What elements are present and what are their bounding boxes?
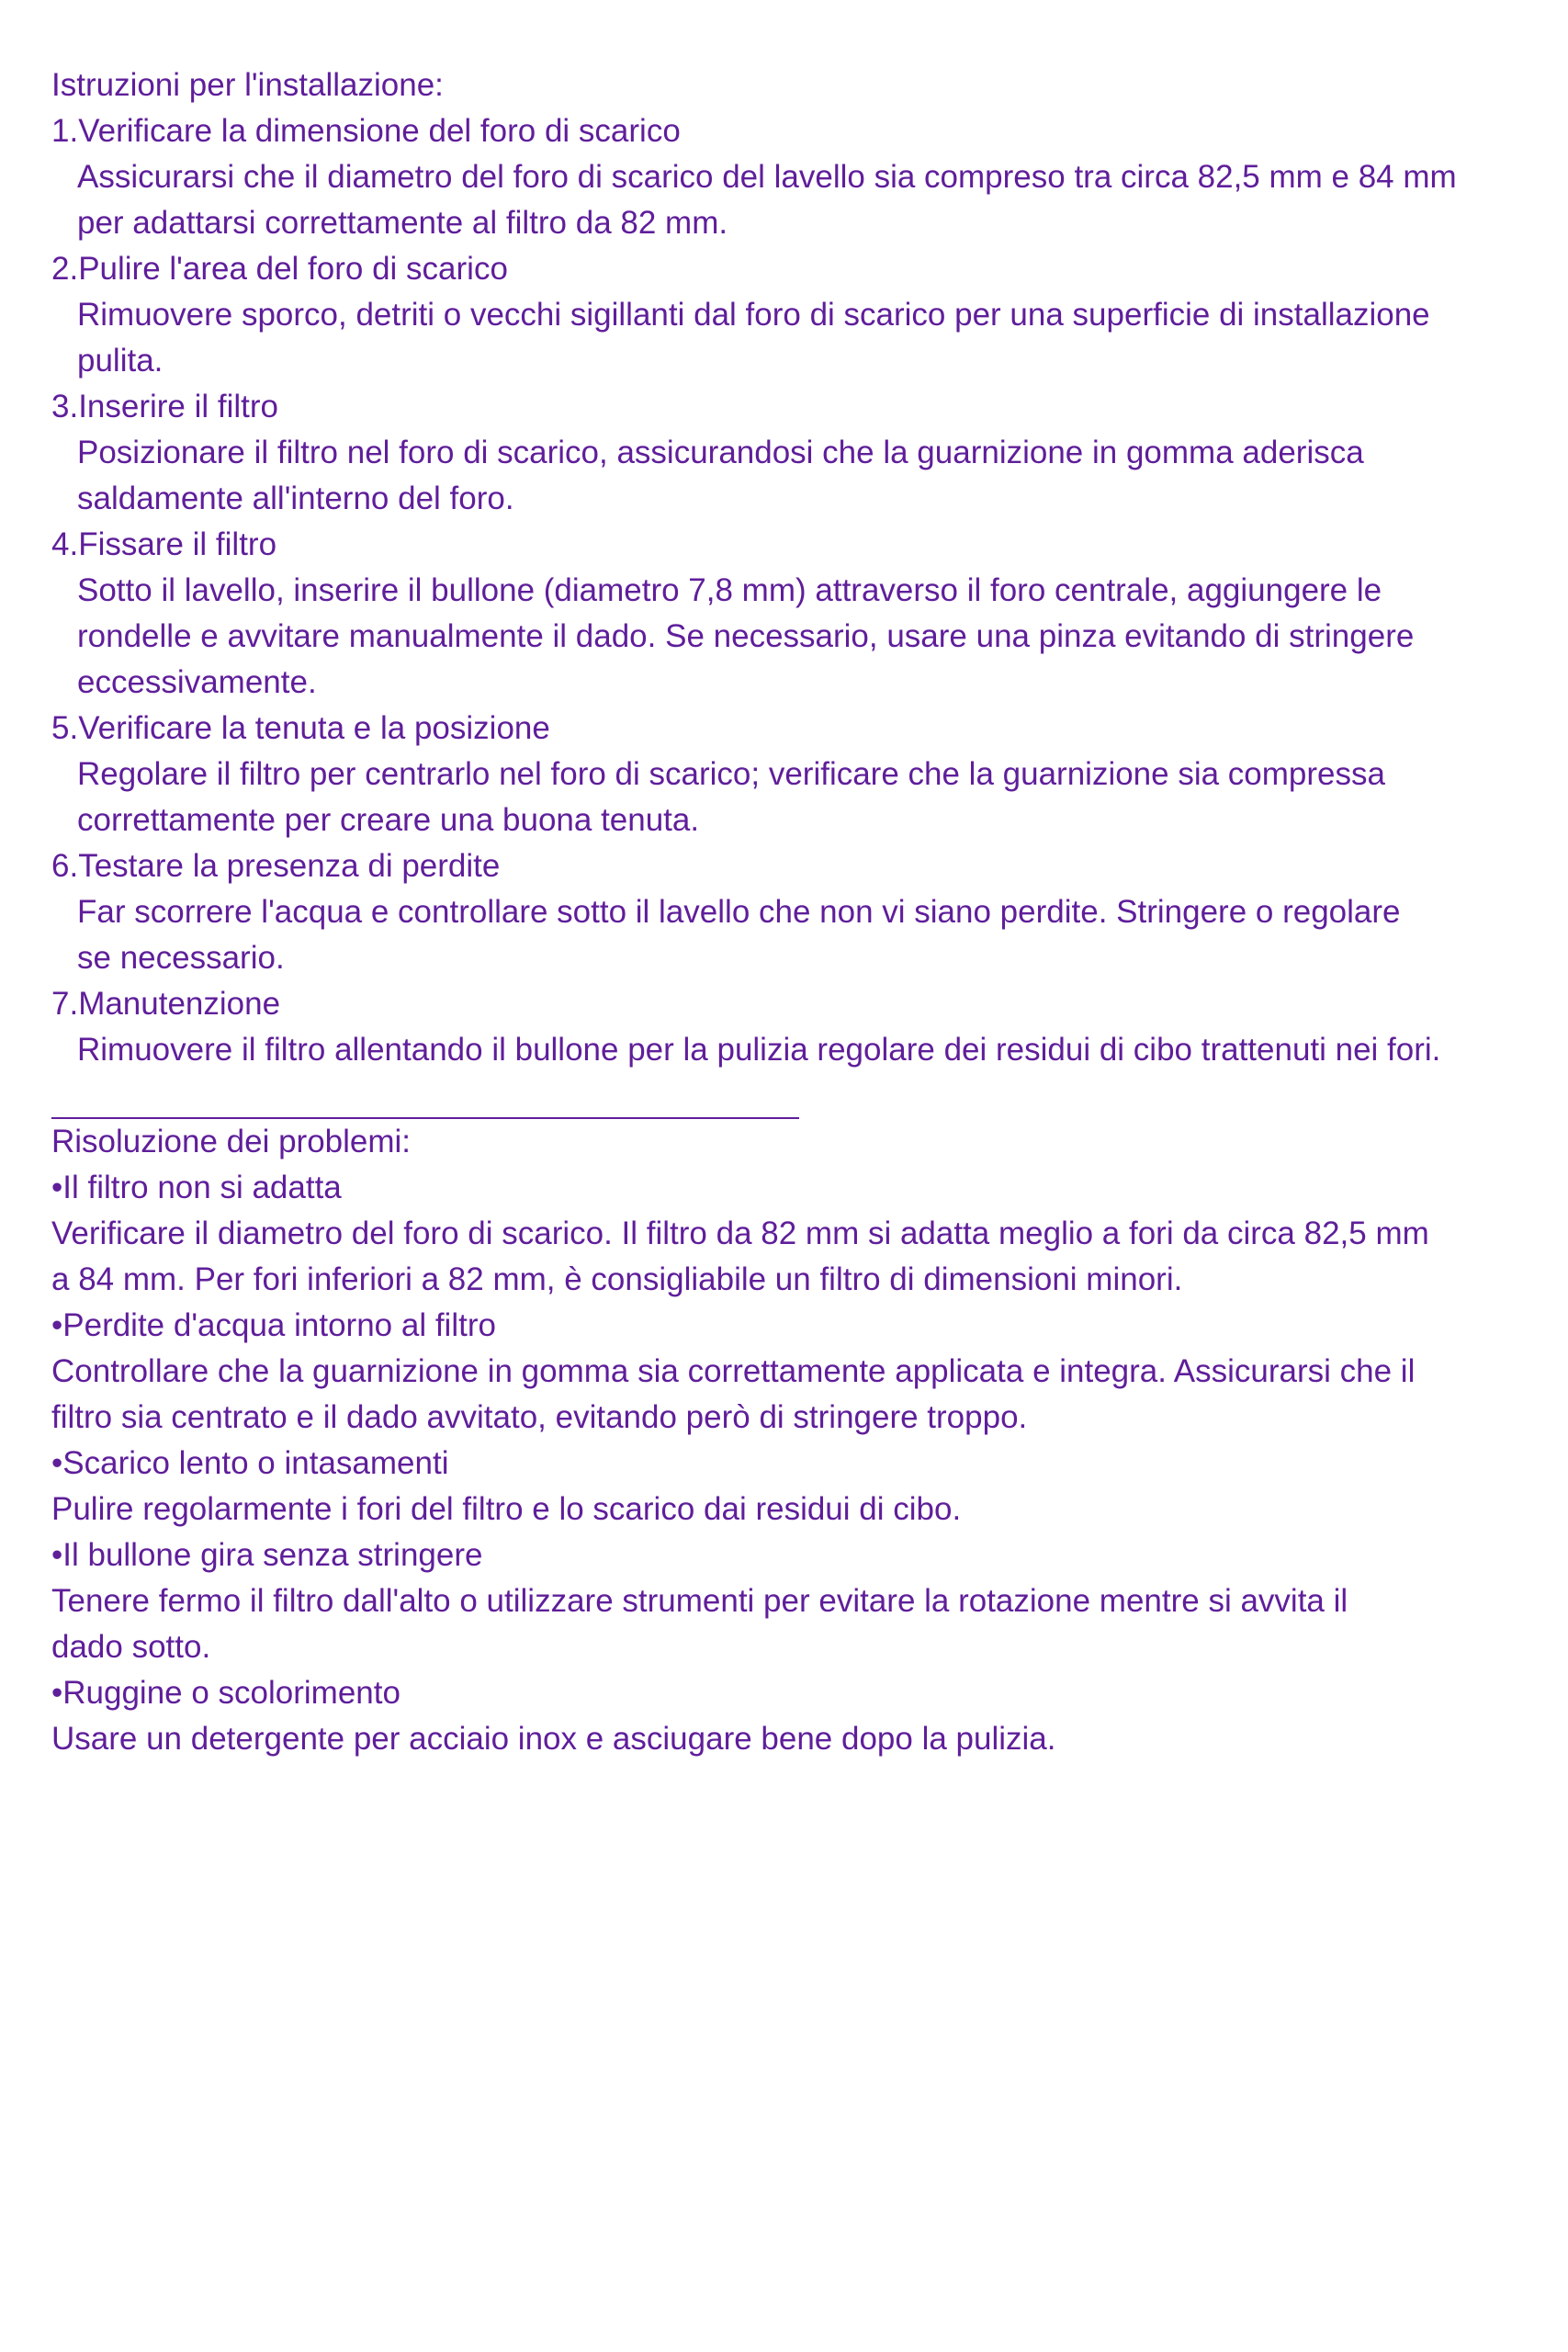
step-text-line: Rimuovere sporco, detriti o vecchi sigillanti dal foro di scarico per una superficie di installazione bbox=[77, 297, 1430, 333]
issue-heading: •Ruggine o scolorimento bbox=[51, 1675, 400, 1711]
issue-text-line: a 84 mm. Per fori inferiori a 82 mm, è consigliabile un filtro di dimensioni minori. bbox=[51, 1261, 1183, 1297]
step-text-line: Assicurarsi che il diametro del foro di scarico del lavello sia compreso tra circa 82,5 mm e 84 mm bbox=[77, 159, 1457, 195]
step-text-line: correttamente per creare una buona tenuta. bbox=[77, 802, 700, 838]
issue-heading: •Il filtro non si adatta bbox=[51, 1170, 342, 1205]
installation-section bbox=[51, 62, 1549, 1073]
instruction-document bbox=[51, 62, 1549, 1762]
issue-filter-not-fit bbox=[51, 1165, 1549, 1303]
install-step-2 bbox=[51, 246, 1549, 384]
issue-slow-drain bbox=[51, 1441, 1549, 1532]
issue-rust bbox=[51, 1670, 1549, 1762]
install-step-6 bbox=[51, 843, 1549, 981]
step-text-line: pulita. bbox=[77, 343, 164, 379]
issue-text-line: Pulire regolarmente i fori del filtro e lo scarico dai residui di cibo. bbox=[51, 1491, 962, 1527]
issue-text-line: Controllare che la guarnizione in gomma sia correttamente applicata e integra. Assicurarsi che il bbox=[51, 1353, 1416, 1389]
issue-text-line: Verificare il diametro del foro di scarico. Il filtro da 82 mm si adatta meglio a fori da circa 82,5 mm bbox=[51, 1216, 1429, 1251]
step-heading: 3.Inserire il filtro bbox=[51, 389, 279, 424]
step-text-line: per adattarsi correttamente al filtro da 82 mm. bbox=[77, 205, 728, 241]
step-text-line: Regolare il filtro per centrarlo nel foro di scarico; verificare che la guarnizione sia compressa bbox=[77, 756, 1385, 792]
install-step-4 bbox=[51, 522, 1549, 706]
issue-text-line: dado sotto. bbox=[51, 1629, 211, 1665]
step-heading: 6.Testare la presenza di perdite bbox=[51, 848, 501, 884]
issue-heading: •Perdite d'acqua intorno al filtro bbox=[51, 1307, 496, 1343]
step-text-line: eccessivamente. bbox=[77, 664, 317, 700]
install-step-5 bbox=[51, 706, 1549, 843]
issue-text-line: filtro sia centrato e il dado avvitato, evitando però di stringere troppo. bbox=[51, 1399, 1028, 1435]
step-text-line: rondelle e avvitare manualmente il dado. Se necessario, usare una pinza evitando di stringere bbox=[77, 618, 1415, 654]
step-heading: 1.Verificare la dimensione del foro di scarico bbox=[51, 113, 681, 149]
issue-text-line: Usare un detergente per acciaio inox e asciugare bene dopo la pulizia. bbox=[51, 1721, 1056, 1757]
issue-water-leaks bbox=[51, 1303, 1549, 1441]
step-text-line: se necessario. bbox=[77, 940, 285, 976]
issue-heading: •Scarico lento o intasamenti bbox=[51, 1445, 449, 1481]
step-text-line: Rimuovere il filtro allentando il bullone per la pulizia regolare dei residui di cibo trattenuti nei fori. bbox=[77, 1032, 1441, 1068]
install-step-7 bbox=[51, 981, 1549, 1073]
step-heading: 2.Pulire l'area del foro di scarico bbox=[51, 251, 508, 287]
step-text-line: Posizionare il filtro nel foro di scarico, assicurandosi che la guarnizione in gomma aderisca bbox=[77, 435, 1364, 470]
installation-title: Istruzioni per l'installazione: bbox=[51, 67, 444, 103]
troubleshooting-section bbox=[51, 1119, 1549, 1762]
issue-bolt-spins bbox=[51, 1532, 1549, 1670]
install-step-3 bbox=[51, 384, 1549, 522]
step-heading: 5.Verificare la tenuta e la posizione bbox=[51, 710, 550, 746]
step-heading: 7.Manutenzione bbox=[51, 986, 281, 1022]
issue-text-line: Tenere fermo il filtro dall'alto o utilizzare strumenti per evitare la rotazione mentre si avvita il bbox=[51, 1583, 1348, 1619]
step-heading: 4.Fissare il filtro bbox=[51, 526, 277, 562]
step-text-line: Far scorrere l'acqua e controllare sotto il lavello che non vi siano perdite. Stringere o regolare bbox=[77, 894, 1401, 930]
step-text-line: saldamente all'interno del foro. bbox=[77, 481, 514, 516]
issue-heading: •Il bullone gira senza stringere bbox=[51, 1537, 483, 1573]
install-step-1 bbox=[51, 108, 1549, 246]
step-text-line: Sotto il lavello, inserire il bullone (diametro 7,8 mm) attraverso il foro centrale, aggiungere le bbox=[77, 572, 1382, 608]
troubleshooting-title: Risoluzione dei problemi: bbox=[51, 1124, 412, 1159]
